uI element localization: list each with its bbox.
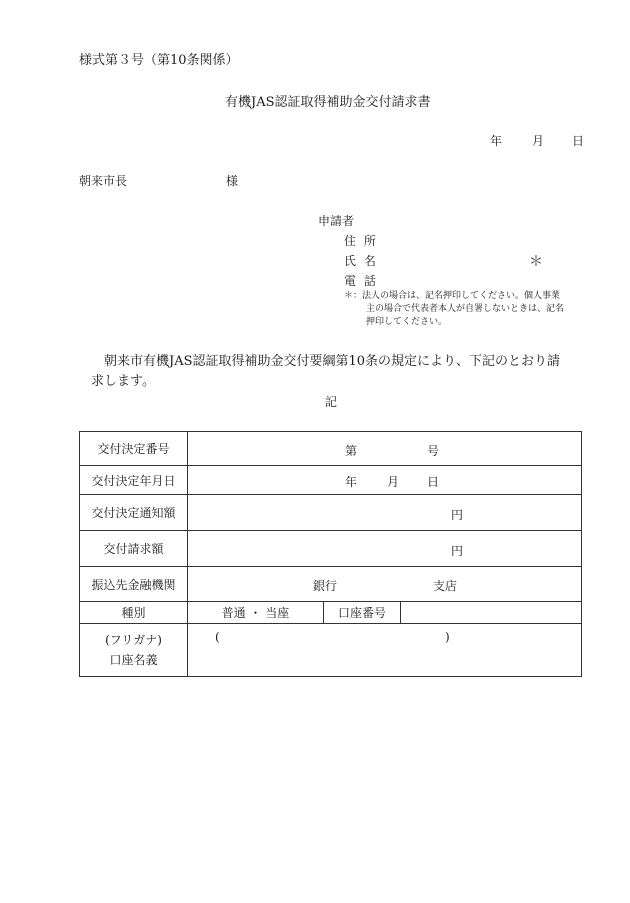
date-year: 年	[490, 134, 503, 148]
form-number: 様式第３号（第10条関係）	[79, 53, 239, 68]
request-table	[79, 431, 582, 677]
label-decision-date: 交付決定年月日	[80, 466, 188, 495]
addressee-name: 朝来市長	[79, 174, 128, 188]
go-text: 号	[427, 444, 440, 458]
date-month: 月	[532, 134, 545, 148]
note-line-3: 押印してください。	[366, 317, 448, 327]
row-account-type	[80, 602, 582, 624]
decision-month: 月	[387, 475, 400, 489]
applicant-heading: 申請者	[318, 214, 355, 228]
name-label: 氏 名	[344, 254, 378, 268]
value-bank[interactable]	[188, 567, 582, 602]
notified-yen: 円	[451, 508, 464, 522]
requested-yen: 円	[451, 544, 464, 558]
decision-day: 日	[427, 475, 440, 489]
row-account-name	[80, 624, 582, 677]
row-notified-amount	[80, 495, 582, 531]
label-account-type: 種別	[80, 602, 188, 624]
addressee-honorific: 様	[226, 174, 239, 188]
branch-text: 支店	[433, 579, 458, 593]
paren-close: )	[445, 630, 450, 644]
furigana-label: (フリガナ)	[105, 633, 162, 647]
account-name-label: 口座名義	[109, 653, 158, 667]
note-line-2: 主の場合で代表者本人が自署しないときは、記名	[366, 304, 565, 314]
label-decision-number: 交付決定番号	[80, 432, 188, 466]
label-bank: 振込先金融機関	[80, 567, 188, 602]
ki-heading: 記	[325, 395, 338, 409]
dai-text: 第	[345, 444, 358, 458]
phone-label: 電 話	[344, 274, 378, 288]
value-decision-number[interactable]	[188, 432, 582, 466]
value-account-name[interactable]	[188, 624, 582, 677]
paren-open: (	[215, 630, 220, 644]
account-number-label: 口座番号	[324, 602, 401, 624]
row-requested-amount	[80, 531, 582, 567]
value-notified-amount[interactable]	[188, 495, 582, 531]
value-decision-date[interactable]	[188, 466, 582, 495]
date-day: 日	[572, 134, 585, 148]
seal-mark: ＊	[529, 254, 543, 270]
label-account-name	[80, 624, 188, 677]
value-requested-amount[interactable]	[188, 531, 582, 567]
note-line-1: ＊：法人の場合は、記名押印してください。個人事業	[344, 291, 561, 301]
decision-year: 年	[345, 475, 358, 489]
address-label: 住 所	[344, 234, 378, 248]
paragraph-line-1: 朝来市有機JAS認証取得補助金交付要綱第10条の規定により、下記のとおり請	[104, 354, 561, 369]
document-title: 有機JAS認証取得補助金交付請求書	[225, 95, 431, 110]
row-bank	[80, 567, 582, 602]
label-notified-amount: 交付決定通知額	[80, 495, 188, 531]
row-decision-number	[80, 432, 582, 466]
account-number-value[interactable]	[401, 602, 582, 624]
account-type-options[interactable]: 普通 ・ 当座	[188, 602, 324, 624]
label-requested-amount: 交付請求額	[80, 531, 188, 567]
bank-text: 銀行	[313, 579, 338, 593]
paragraph-line-2: 求します。	[91, 374, 155, 389]
row-decision-date	[80, 466, 582, 495]
